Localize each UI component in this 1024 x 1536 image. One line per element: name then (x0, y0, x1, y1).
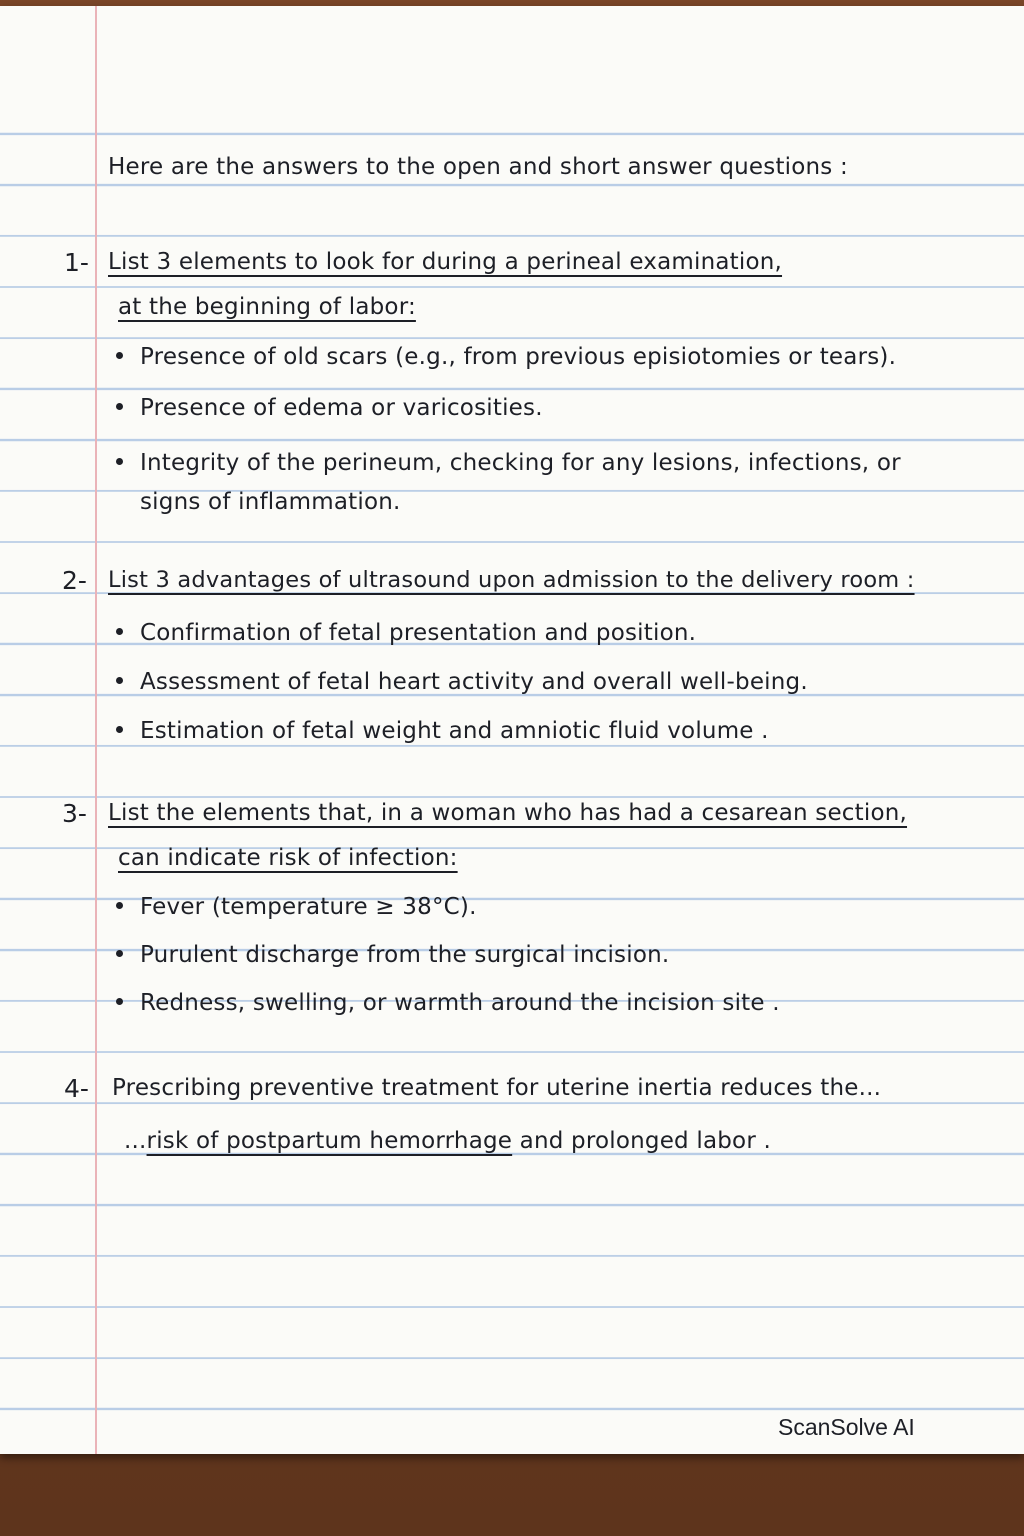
notebook-page (0, 6, 1024, 1454)
question-1-number: 1- (64, 248, 89, 277)
bullet (116, 902, 123, 909)
question-4-number: 4- (64, 1074, 89, 1103)
question-4-prompt: Prescribing preventive treatment for uterine inertia reduces the... (112, 1075, 882, 1101)
question-4-completion (124, 1130, 771, 1153)
completion-suffix: and prolonged labor . (512, 1128, 772, 1154)
question-1-answer-1: Presence of old scars (e.g., from previous episiotomies or tears). (140, 344, 897, 370)
bullet (116, 677, 123, 684)
question-3-prompt-line-2: can indicate risk of infection: (118, 845, 458, 871)
question-1-prompt-line-2: at the beginning of labor: (118, 294, 416, 320)
bullet (116, 628, 123, 635)
bullet (116, 403, 123, 410)
question-1-answer-3: Integrity of the perineum, checking for any lesions, infections, or (140, 450, 901, 476)
question-1-prompt-line-1: List 3 elements to look for during a perineal examination, (108, 249, 783, 275)
watermark-text: ScanSolve AI (778, 1414, 915, 1440)
completion-answer: risk of postpartum hemorrhage (146, 1128, 513, 1154)
question-3-answer-3: Redness, swelling, or warmth around the incision site . (140, 990, 780, 1016)
question-3-prompt-line-1: List the elements that, in a woman who has had a cesarean section, (108, 800, 908, 826)
bullet (116, 998, 123, 1005)
question-2-number: 2- (62, 566, 87, 595)
bullet (116, 352, 123, 359)
bullet (116, 726, 123, 733)
intro-text: Here are the answers to the open and short answer questions : (108, 154, 848, 180)
question-3-answer-1: Fever (temperature ≥ 38°C). (140, 894, 477, 920)
question-2-answer-1: Confirmation of fetal presentation and position. (140, 620, 697, 646)
question-3-answer-2: Purulent discharge from the surgical incision. (140, 942, 670, 968)
bullet (116, 458, 123, 465)
question-3-number: 3- (62, 799, 87, 828)
margin-line (95, 6, 97, 1454)
question-1-answer-2: Presence of edema or varicosities. (140, 395, 543, 421)
question-2-answer-3: Estimation of fetal weight and amniotic fluid volume . (140, 718, 769, 744)
bullet (116, 950, 123, 957)
question-1-answer-3-continued: signs of inflammation. (140, 489, 401, 515)
question-2-answer-2: Assessment of fetal heart activity and overall well-being. (140, 669, 808, 695)
completion-prefix: ... (124, 1128, 147, 1154)
question-2-prompt: List 3 advantages of ultrasound upon admission to the delivery room : (108, 567, 915, 593)
